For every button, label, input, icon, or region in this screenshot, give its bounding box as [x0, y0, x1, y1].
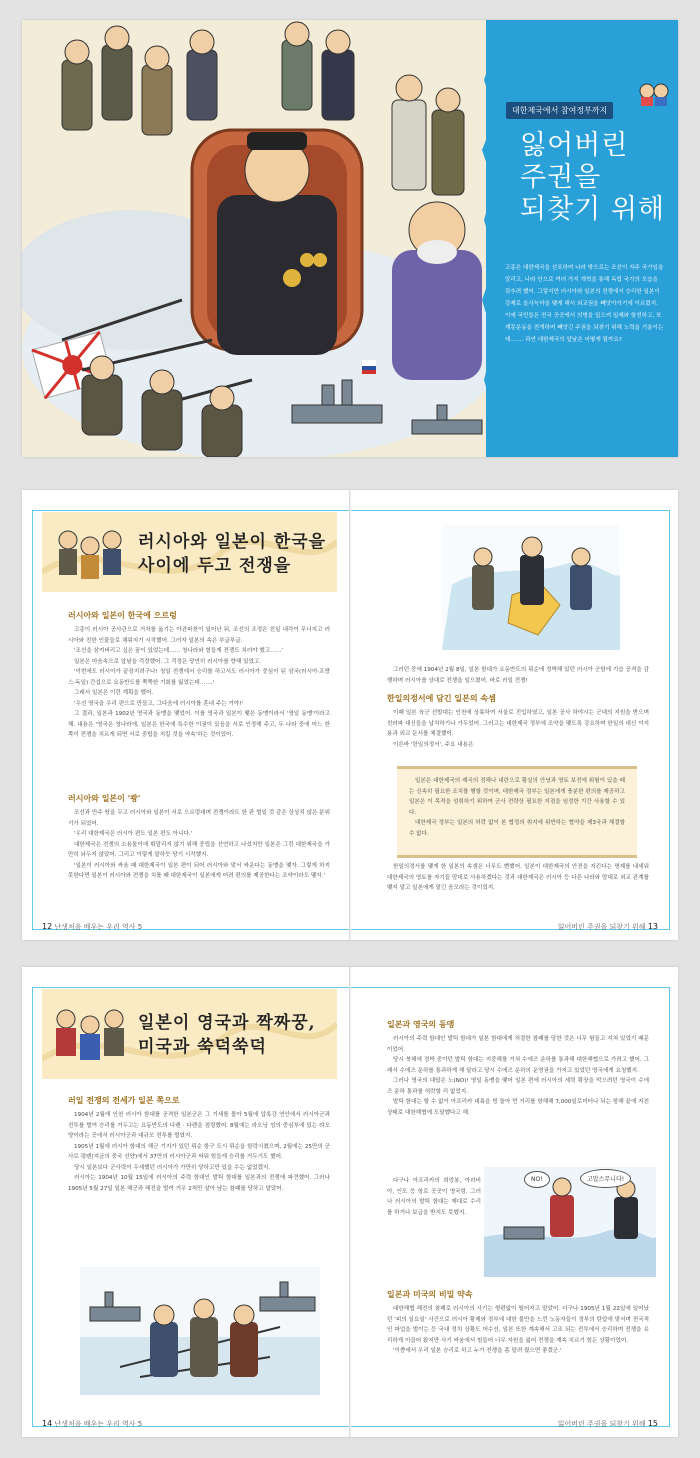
paragraph: 다구나 아프리카의 희망봉, 아라비아, 인도 등 항로 곳곳이 영국령. 그러나 러시아의 발틱 함대는 제대로 수리를 하거나 보급을 받지도 못했지.: [387, 1178, 481, 1216]
book-title: 난생처음 배우는 우리 역사 5: [54, 923, 143, 931]
book-title: 난생처음 배우는 우리 역사 5: [54, 1420, 143, 1428]
quote-paragraph: 대한제국 정부는 일본의 허락 없이 본 협정의 취지에 위반하는 협약을 제3국과 체결할 수 없다.: [409, 820, 625, 837]
paragraph: 이른바 '한일의정서', 주요 내용은: [393, 741, 474, 748]
section-title-line: 러시아와 일본이 한국을: [138, 532, 327, 552]
section-title-line: 일본이 영국과 짝짜꿍,: [138, 1013, 316, 1033]
body-text: [387, 1034, 649, 1118]
spread-2: [22, 490, 678, 940]
banner-characters-icon: [50, 999, 130, 1069]
subheading: 일본과 미국의 비밀 약속: [387, 1290, 473, 1299]
paragraph: 조선과 만주 땅을 두고 러시아와 일본이 서로 으르렁대며 전쟁이라도 한 판 벌일 것 같은 상상치 않은 분위기가 되었어.: [68, 810, 330, 827]
section-banner: [42, 989, 337, 1079]
chapter-title-line: 되찾기 위해: [520, 194, 665, 225]
page-number: 14: [42, 1419, 53, 1428]
section-title: [138, 530, 326, 578]
paragraph: '일본이 러시아와 싸움 때 대한제국이 일본 편이 되어 러시아와 맞서 싸운다는 동맹을 맺자. 그렇게 하지 못한다면 일본이 러시아와 전쟁을 치를 때 대한제국이 일본에게 어려 편의를 제공한다는 조약이라도 맺자.': [68, 862, 330, 879]
body-text: [68, 808, 330, 882]
chapter-title-line: 주권을: [520, 162, 602, 193]
paragraph: 그 결과, 일본과 1902년 영국과 동맹을 맺었어. 이를 영국과 일본이 맺은 동맹이라서 '영일 동맹'이라고 해. 내용은 '영국은 청나라에, 일본은 한국에 특수한 이권이 있음을 서로 인정해 주고, 두 나라 중에 어느 한쪽이 전쟁을 치르게 되면 서로 중립을 지킬 것을 약속'하는 것이었어.: [68, 711, 330, 738]
page-footer: [558, 922, 658, 932]
treaty-quote-box: [397, 766, 637, 858]
paragraph: 당시 북해에 정박 중이던 발틱 함대는 지중해를 거쳐 수에즈 운하를 통과해 대한해협으로 가려고 했어. 그래서 수에즈 운하를 통과하게 해 달라고 당시 수에즈 운하의 운영권을 가지고 있었던 영국에게 요청했지.: [387, 1057, 649, 1074]
subheading: 러일 전쟁의 전세가 일본 쪽으로: [68, 1096, 180, 1105]
paragraph: 1904년 2월에 인천 러시아 함대를 공격한 일본군은 그 기세를 몰아 5월에 압록강 연안에서 러시아군과 전투를 벌여 승리를 거두고는 요동반도의 다롄 · 다롄을 점령했어. 8월에는 라오닝 성의 중심부에 있는 랴오양이라는 곳에서 러시아군과 대규모 전투를 벌였지.: [68, 1112, 330, 1139]
section-banner: [42, 512, 337, 592]
subheading: 일본과 영국의 동맹: [387, 1020, 455, 1029]
speech-bubble-no: NO!: [524, 1171, 550, 1188]
paragraph: 러시아의 주력 함대인 발틱 함대가 일본 함대에게 처절한 참패를 당한 것은 너무 험들고 지쳐 있었기 때문이었어.: [387, 1036, 649, 1053]
body-text: [387, 665, 649, 686]
section-title-line: 사이에 두고 전쟁을: [138, 556, 292, 576]
chapter-intro: 고종은 대한제국을 선포하며 나라 밖으로는 조선이 자주 국가임을 알리고, 나라 안으로 여러 가지 개혁을 통해 독립 국가의 모습을 갖추려 했어. 그렇지만 러시아와 일본의 전쟁에서 승리한 일본이 강제로 을사늑약을 맺게 해서 외교권을 빼앗아가기에 이르렀지. 이에 국민들은 전국 곳곳에서 의병을 일으켜 일제와 항전하고, 또 계몽운동을 전개하며 빼앗긴 주권을 되찾기 위해 노력을 기울이는데……. 과연 대한제국의 앞날은 어떻게 될까요?: [505, 265, 664, 343]
page-footer: [42, 922, 142, 932]
gutter: [349, 490, 351, 940]
paragraph: 일본은 마음속으로 앞날을 걱정했어. 그 걱정은 당연히 러시아를 향해 있었고.: [74, 658, 262, 665]
children-mascot-icon: [637, 82, 671, 106]
battle-illustration: [80, 1267, 320, 1395]
page-number: 12: [42, 922, 53, 931]
page-footer: [558, 1419, 658, 1429]
body-text: [68, 625, 330, 741]
battle-art: [80, 1267, 320, 1395]
banner-characters-icon: [50, 520, 130, 586]
paragraph: '이번에도 러시아가 끝장지려구나! 청일 전쟁에서 승리를 하고서도 러시아가 중심이 된 삼국(러시아·프랑스·독일) 간섭으로 요동반도를 쭉쭉한 기회를 잃었는데…….': [68, 669, 330, 686]
paragraph: '이쯤에서 우리 일본 승리로 하고 누가 전쟁을 좀 말려 줬으면 좋겠군.': [393, 1348, 562, 1354]
paragraph: 당시 일본보다 군사력이 우세했던 러시아가 가만히 당하고만 있을 수는 없었겠지.: [74, 1164, 271, 1171]
speech-bubble-thanks: 고맙스무니다!: [580, 1169, 631, 1188]
subheading: 러시아와 일본이 '쾅': [68, 794, 141, 803]
paragraph: 대한해협 해전의 참패로 러시아의 사기는 형편없이 떨어지고 말았어. 더구나 1905년 1월 22일에 일어났던 '피의 일요일' 사건으로 러시아 황제와 정부에 대한 불만을 느낀 노동자들이 정부의 탄압에 맞서며 전국적인 파업을 벌이는 등 국내 정치 상황도 어수선, 일본 또한 계속해서 고조 되는 전투에서 승리하며 전쟁을 유리하게 이끌어 왔지만 사기 싸움에서 힘들어 너무 자원을 잃어 전쟁을 계속 치르기 힘든 상황이었어.: [387, 1306, 649, 1344]
chapter-name: 잃어버린 주권을 되찾기 위해: [557, 1420, 646, 1428]
cover-illustration: [22, 20, 510, 457]
paragraph: '조선을 삼켜버리고 싶은 꿈이 있었는데…… 청나라와 힘들게 전쟁도 치러야 했고……': [74, 648, 283, 654]
paragraph: 발틱 함대는 할 수 없이 아프리카 대륙을 빙 돌아 먼 거리를 항해해 7,000일로미터나 되는 항해 끝에 지친 상태로 대한해협에 도달했다고 해.: [387, 1099, 649, 1116]
subheading: 한일의정서에 담긴 일본의 속셈: [387, 694, 496, 703]
suez-art: [484, 1167, 656, 1277]
section-title-line: 미국과 쑥덕쑥덕: [138, 1037, 267, 1057]
paragraph: '우리 대한제국은 러시아 편도 일본 편도 아니다.': [74, 831, 193, 837]
paragraph: 그러던 중에 1904년 2월 8일, 일본 함대가 요동반도의 뤼순에 정박해 있던 러시아 군함에 기습 공격을 감행하며 러시아를 상대로 전쟁을 일으켰어. 바로 러일 전쟁!: [387, 667, 649, 684]
paragraph: '우선 영국을 우리 편으로 만들고, 그다음에 러시아를 혼내 주는 거야!': [74, 700, 243, 707]
body-text: [387, 1304, 649, 1357]
body-text: [68, 1110, 330, 1194]
body-text: [387, 862, 649, 894]
paragraph: 고종이 러시아 공사관으로 거처를 옮기는 아관파천이 일어난 뒤, 조선의 조정은 친일 내각이 무너지고 러시아와 친한 인물들로 채워지기 시작했어. 그러자 일본의 속은 부글부글.: [68, 627, 330, 644]
spread-3: [22, 967, 678, 1437]
quote-text: [397, 769, 637, 845]
gutter: [349, 967, 351, 1437]
spread-1: [22, 20, 678, 457]
emperor-scene-art: [22, 20, 510, 457]
handshake-illustration: [442, 525, 620, 650]
paragraph: 그래서 일본은 이런 계획을 했어.: [74, 690, 154, 696]
page-number: 15: [647, 1419, 658, 1428]
paragraph: 그러나 영국의 대답은 노(NO)! 영일 동맹을 맺어 일본 편에 러시아의 세력 확장을 막으려던 영국이 수에즈 운하 통과를 허락할 리 없었지.: [387, 1078, 649, 1095]
quote-paragraph: 일본은 대한제국의 제국의 정해나 내란으로 황실의 안녕과 영토 보전에 위험이 있을 때는 신속히 필요한 조치를 행할 것이며, 대한제국 정부는 일본에게 충분한 편의를 제공하고 일본은 이 목적을 성취하기 위하여 군사 전략상 필요한 지점을 임정한 기간 사용할 수 있다.: [409, 778, 625, 816]
chapter-title-line: 잃어버린: [520, 130, 629, 161]
handshake-art: [442, 525, 620, 650]
suez-illustration: [484, 1167, 656, 1277]
chapter-name: 잃어버린 주권을 되찾기 위해: [557, 923, 646, 931]
paragraph: 이때 일본 육군 선발대는 인천에 상륙하여 서울로 진입하였고, 일본 공사 하야시는 군대의 지원을 받으며 친러파 대신들을 납치하기나 가두었어. 그러고는 대한제국 정부에 조약을 맺도록 강요하며 한일의 대신 이지용과 외교 문서를 체결했어.: [387, 710, 649, 737]
paragraph: 한일의정서를 맺게 한 일본의 속셈은 너무도 뻔했어. 일본이 대한제국의 안전을 지킨다는 명제를 내세워 대한제국의 영토를 자기들 맘대로 사용하겠다는 것과 대한제국은 러시아 등 다른 나라와 맘대로 외교 관계를 맺지 말고 일본에게 맡긴 음모라는 것이었지.: [387, 864, 649, 891]
paragraph: 러시아는 1904년 10월 15일에 러시아의 주력 함대인 발틱 함대를 일본과의 전쟁에 파견했어. 그러나 1905년 5월 27일 일본 해군과 해전을 벌여 거우 2척만 살아 남는 참패를 당하고 말았어.: [68, 1175, 330, 1192]
page-number: 13: [647, 922, 658, 931]
page-footer: [42, 1419, 142, 1429]
section-title: [138, 1011, 316, 1059]
body-text: [387, 1176, 481, 1218]
chapter-label: 대한제국에서 참여정부까지: [506, 102, 613, 119]
paragraph: 대한제국은 전쟁의 소용돌이에 휘말리지 않기 위해 중립을 선언하고 나섰지만 일본은 그런 대한제국을 가만히 놔두지 않았어. 그리고 이렇게 말하듯 당기 시작했지.: [68, 841, 330, 858]
paragraph: 1905년 1월에 러시아 함대의 해군 기지가 있던 뤼순 항구 도시 뤼순을 함락시켰으며, 2월에는 25만의 군사로 펑톈(지금의 중국 선양)에서 37만의 러시아군과 싸워 힘들게 승리를 거두기도 했어.: [68, 1143, 330, 1160]
subheading: 러시아와 일본이 한국에 으르렁: [68, 611, 177, 620]
body-text: [387, 708, 649, 750]
chapter-title: [520, 130, 670, 226]
